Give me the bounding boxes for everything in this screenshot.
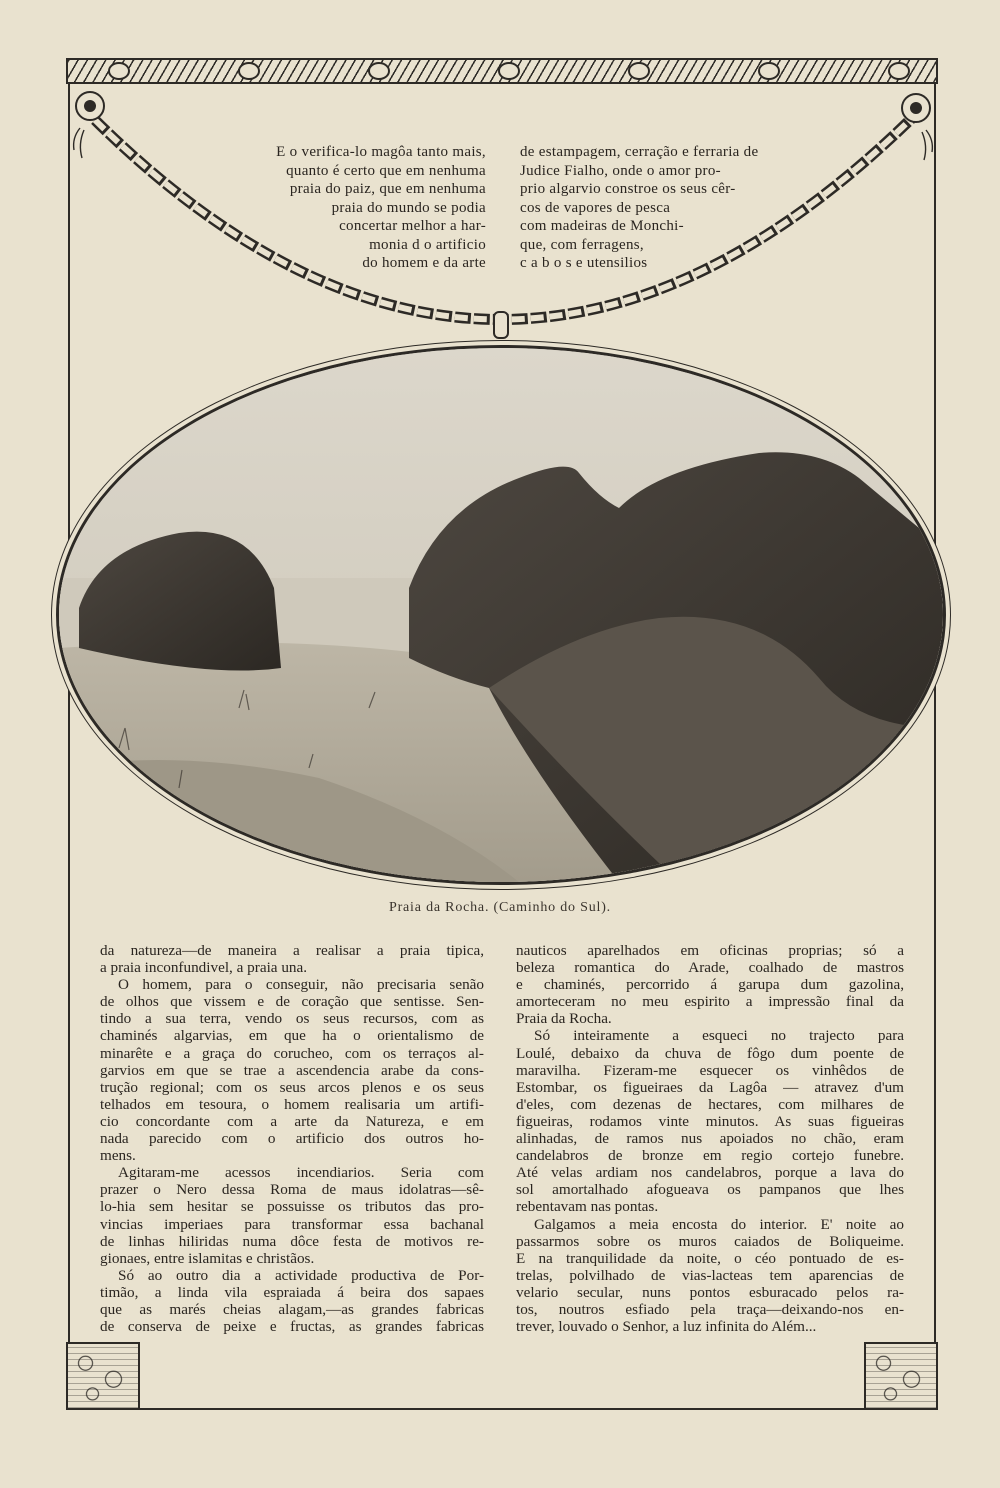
article-line: tos, noutros esfiado pela traça—deixando-nos en- [516,1300,904,1318]
article-line: velario secular, nuns pontos esburacado pelos ra- [516,1283,904,1301]
article-line: chaminés algarvias, em que ha o orientalismo de [100,1027,484,1045]
intro-text-right [520,143,758,273]
intro-line: quanto é certo que em nenhuma [286,162,486,179]
article-line: e chaminés, percorrido á garupa dum gazolina, [516,976,904,994]
article-line: garvios em que se trae a ascendencia arabe da cons- [100,1061,484,1079]
beach-rocks-image [59,348,943,882]
article-line: nauticos aparelhados em oficinas proprias; só a [516,942,904,959]
article-line: Agitaram-me acessos incendiarios. Seria com [118,1164,484,1182]
article-line: beleza romantica do Arade, coalhado de mastros [516,959,904,977]
article-line: nada parecido com o artificio dos outros ho- [100,1130,484,1148]
article-line: Só inteiramente a esqueci no trajecto para [534,1027,904,1045]
intro-line: praia do paiz, que em nenhuma [289,181,486,197]
article-line: que as marés cheias alagam,—as grandes fabricas [100,1300,484,1318]
article-line: trução regional; com os seus arcos plenos e os seus [100,1078,484,1096]
article-line: figueiras, rodamos vinte minutos. As suas figueiras [516,1112,904,1130]
article-line: candelabros de bronze em regio cortejo funebre. [516,1147,904,1165]
frame-bottom-rule [66,1408,938,1410]
beach-photograph [56,345,946,885]
article-line: passarmos sobre os muros caiados de Boliqueime. [516,1232,904,1250]
article-line: prazer o Nero dessa Roma de maus idolatras—sê- [100,1181,484,1199]
intro-line: praia do mundo se podia [331,199,486,216]
intro-line: que, com ferragens, [520,236,644,253]
article-line: timão, a linda vila espraiada á beira dos sapaes [100,1283,484,1301]
article-line: mens. [100,1147,136,1165]
article-line: Estombar, os figueiraes da Lagôa — atravez d'um [516,1078,904,1096]
article-line: amorteceram no meu espirito a impressão final da [516,993,904,1011]
article-line: a praia inconfundivel, a praia una. [100,959,308,977]
article-line: Galgamos a meia encosta do interior. E' noite ao [534,1215,904,1233]
corner-ornament-icon [864,1342,938,1410]
article-line: telhados em tesoura, o homem realisaria um artifi- [100,1095,484,1113]
corner-ornament-icon [66,1342,140,1410]
article-line: Praia da Rocha. [516,1010,612,1028]
article-line: da natureza—de maneira a realisar a praia tipica, [100,942,484,959]
article-line: O homem, para o conseguir, não precisaria senão [118,976,484,994]
photo-caption: Praia da Rocha. (Caminho do Sul). [389,900,611,915]
article-line: alinhadas, de ramos nus apoiados no chão, eram [516,1130,904,1148]
article-line: d'eles, com dezenas de hectares, com milhares de [516,1095,904,1113]
article-line: maravilha. Fizeram-me esquecer os vinhêdos de [516,1061,904,1079]
article-line: gionaes, entre islamitas e christãos. [100,1249,315,1267]
article-line: de linhas hiliridas numa dôce festa de motivos re- [100,1232,484,1250]
article-column-right [516,942,904,1335]
article-line: E na tranquilidade da noite, o céo pontuado de es- [516,1249,904,1267]
article-line: tindo a sua terra, vendo os seus recursos, com as [100,1010,484,1028]
article-line: cio concordante com a arte da Natureza, e em [100,1112,484,1130]
article-line: de olhos que vissem e de coração que sentisse. Sen- [100,993,484,1011]
intro-line: prio algarvio constroe os seus cêr- [520,181,736,197]
article-line: Até velas ardiam nos candelabros, porque a lava do [516,1164,904,1182]
intro-text-left [276,143,486,273]
chain-garland-icon [0,0,1000,360]
article-line: trever, louvado o Senhor, a luz infinita do Além... [516,1318,817,1336]
article-line: de conserva de peixe e fructas, as grandes fabricas [100,1318,484,1336]
intro-line: com madeiras de Monchi- [520,218,684,234]
intro-line: Judice Fialho, onde o amor pro- [520,162,721,179]
article-line: Só ao outro dia a actividade productiva de Por- [118,1266,484,1284]
intro-line: cos de vapores de pesca [520,199,671,216]
intro-line: concertar melhor a har- [339,218,486,234]
article-line: minarête e a graça do corucheo, com os terraços al- [100,1044,484,1062]
article-line: sol amortalhado afogueava os pampanos que lhes [516,1181,904,1199]
intro-line: c a b o s e utensilios [520,255,648,271]
article-line: rebentavam nas pontas. [516,1198,659,1216]
article-line: Loulé, debaixo da chuva de fôgo dum poente de [516,1044,904,1062]
intro-line: do homem e da arte [362,255,486,271]
intro-line: de estampagem, cerração e ferraria de [520,144,759,160]
intro-line: monia d o artificio [369,236,486,253]
article-line: vincias imperiaes para transformar essa bachanal [100,1215,484,1233]
intro-line: E o verifica-lo magôa tanto mais, [276,144,486,160]
article-line: trelas, polvilhado de vias-lacteas tem aparencias de [516,1266,904,1284]
article-line: lo-hia sem hesitar se possuisse os tributos das pro- [100,1198,484,1216]
article-column-left [100,942,484,1335]
